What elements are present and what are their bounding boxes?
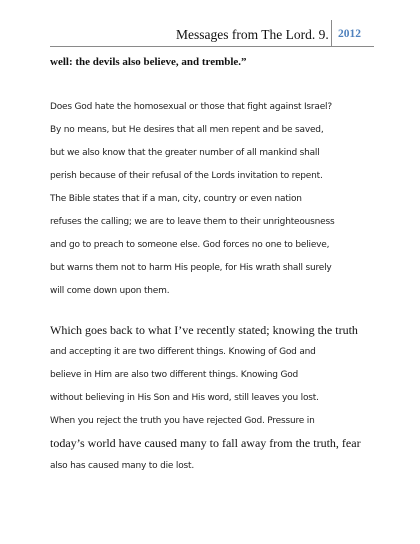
body-line: but we also know that the greater number of all mankind shall	[50, 148, 320, 158]
body-line: By no means, but He desires that all men repent and be saved,	[50, 125, 324, 135]
body-line: today’s world have caused many to fall away from the truth, fear	[50, 436, 361, 450]
body-line: will come down upon them.	[50, 286, 170, 296]
header-rule	[50, 46, 374, 47]
body-line: without believing in His Son and His word, still leaves you lost.	[50, 393, 319, 403]
body-line: Which goes back to what I’ve recently stated; knowing the truth	[50, 323, 358, 337]
body-line: and accepting it are two different things. Knowing of God and	[50, 347, 316, 357]
body-line: also has caused many to die lost.	[50, 461, 194, 471]
body-line: believe in Him are also two different things. Knowing God	[50, 370, 299, 380]
body-line: but warns them not to harm His people, for His wrath shall surely	[50, 263, 332, 273]
body-line: When you reject the truth you have rejected God. Pressure in	[50, 416, 315, 426]
header-year: 2012	[338, 28, 361, 40]
body-line: refuses the calling; we are to leave them to their unrighteousness	[50, 217, 335, 227]
body-line: well: the devils also believe, and tremble.”	[50, 56, 247, 68]
header-divider	[331, 20, 332, 47]
body-line: perish because of their refusal of the Lords invitation to repent.	[50, 171, 323, 181]
header-title: Messages from The Lord. 9.	[176, 27, 329, 42]
body-line: The Bible states that if a man, city, country or even nation	[50, 194, 302, 204]
body-line: Does God hate the homosexual or those that fight against Israel?	[50, 102, 332, 112]
body-line: and go to preach to someone else. God forces no one to believe,	[50, 240, 330, 250]
